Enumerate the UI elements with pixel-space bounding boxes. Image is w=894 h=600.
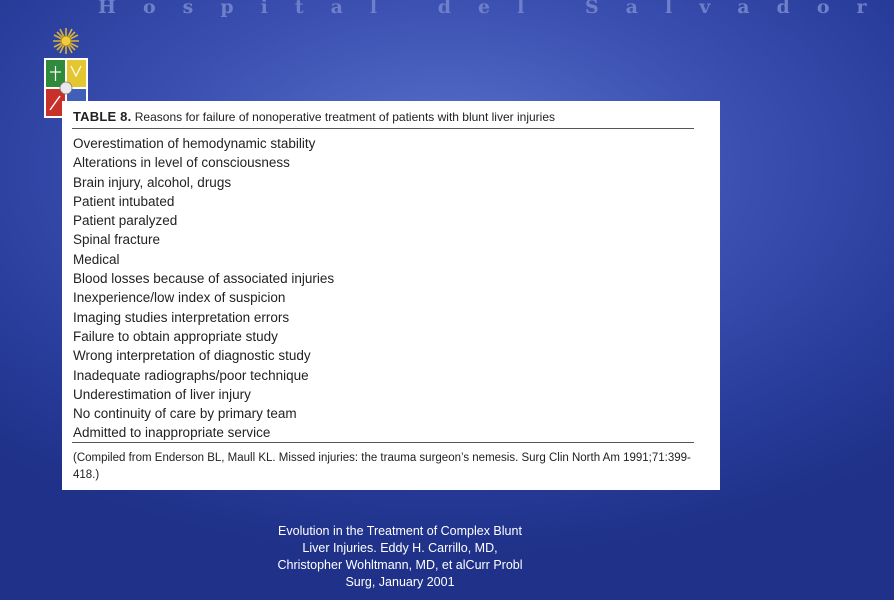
hospital-name-header: Hospital del Salvador [98,0,894,18]
reason-list [73,134,334,443]
table-footnote: (Compiled from Enderson BL, Maull KL. Missed injuries: the trauma surgeon’s nemesis. Surg Clin North Am 1991;71:399-418.) [73,452,691,481]
reason-row: Inexperience/low index of suspicion [73,290,286,306]
reason-row: Wrong interpretation of diagnostic study [73,348,311,364]
table-number: TABLE 8. [73,109,132,124]
reason-row: Imaging studies interpretation errors [73,309,290,325]
sun-icon [53,28,79,54]
table-title-text: Reasons for failure of nonoperative treatment of patients with blunt liver injuries [134,110,555,124]
reason-row: Patient paralyzed [73,213,178,229]
reason-row: Admitted to inappropriate service [73,425,271,441]
reason-row: Overestimation of hemodynamic stability [73,136,316,151]
reason-row: Alterations in level of consciousness [73,155,290,171]
reason-row: Failure to obtain appropriate study [73,328,278,344]
reason-row: Spinal fracture [73,232,161,248]
reason-row: Brain injury, alcohol, drugs [73,174,232,190]
table-top-rule [72,128,694,129]
reason-row: Inadequate radiographs/poor technique [73,367,309,383]
reason-row: Blood losses because of associated injuries [73,271,335,287]
table-bottom-rule [72,442,694,443]
reason-row: No continuity of care by primary team [73,406,297,422]
table-title [73,109,555,124]
table-card [62,101,720,490]
reason-row: Underestimation of liver injury [73,386,251,402]
citation-caption: Evolution in the Treatment of Complex Blunt Liver Injuries. Eddy H. Carrillo, MD, Christopher Wohltmann, MD, et alCurr Probl Surg, January 2001 [277,524,523,589]
reason-row: Patient intubated [73,193,175,209]
reason-row: Medical [73,251,120,267]
